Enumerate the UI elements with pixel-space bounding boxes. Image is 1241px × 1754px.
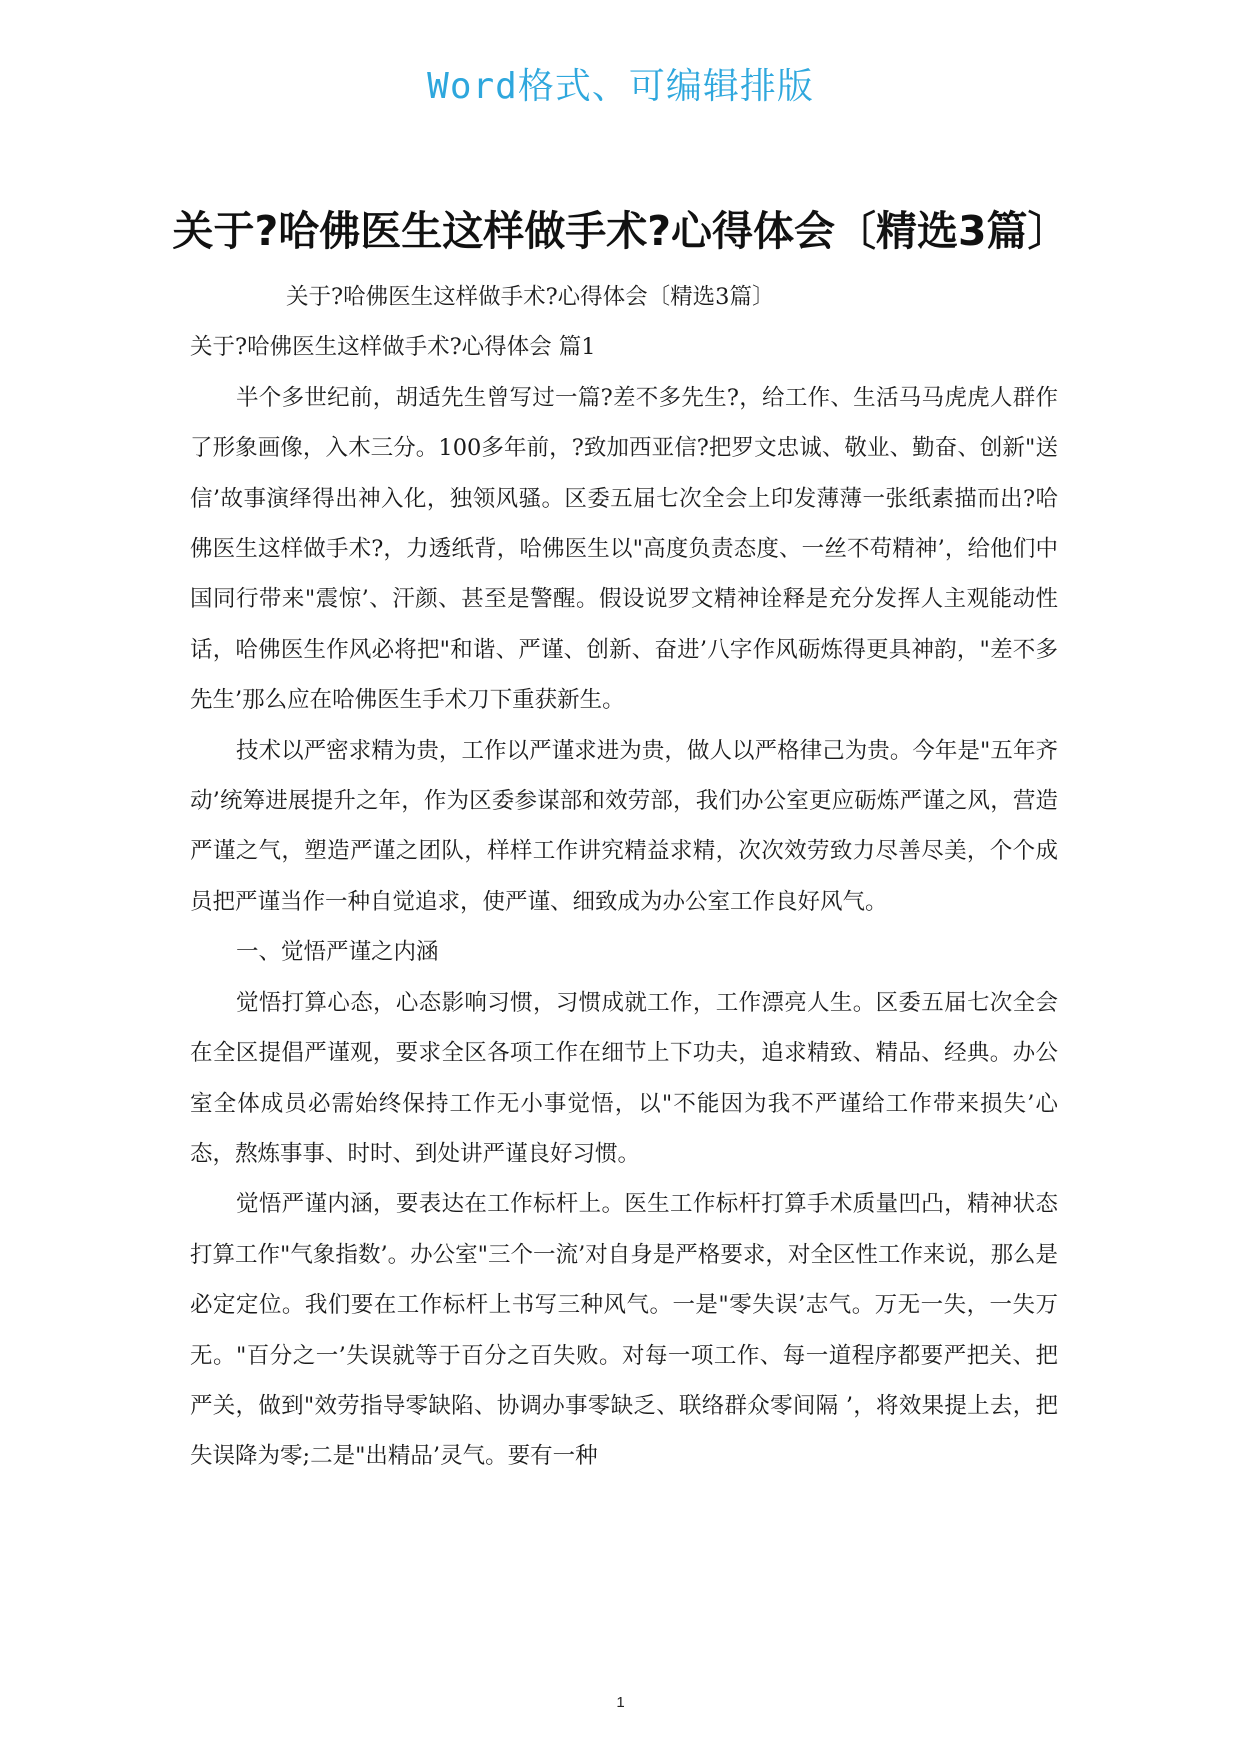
paragraph: 技术以严密求精为贵，工作以严谨求进为贵，做人以严格律己为贵。今年是"五年齐动’统筹进展提升之年，作为区委参谋部和效劳部，我们办公室更应砺炼严谨之风，营造严谨之气，塑造严谨之团队，样样工作讲究精益求精，次次效劳致力尽善尽美，个个成员把严谨当作一种自觉追求，使严谨、细致成为办公室工作良好风气。 — [190, 737, 1058, 915]
page-number: 1 — [616, 1694, 625, 1711]
document-title: 关于?哈佛医生这样做手术?心得体会〔精选3篇〕 — [172, 207, 1069, 255]
paragraph: 觉悟打算心态，心态影响习惯，习惯成就工作，工作漂亮人生。区委五届七次全会在全区提倡严谨观，要求全区各项工作在细节上下功夫，追求精致、精品、经典。办公室全体成员必需始终保持工作无小事觉悟，以"不能因为我不严谨给工作带来损失’心态，熬炼事事、时时、到处讲严谨良好习惯。 — [190, 989, 1058, 1167]
paragraph: 觉悟严谨内涵，要表达在工作标杆上。医生工作标杆打算手术质量凹凸，精神状态打算工作"气象指数’。办公室"三个一流’对自身是严格要求，对全区性工作来说，那么是必定定位。我们要在工作标杆上书写三种风气。一是"零失误’志气。万无一失，一失万无。"百分之一’失误就等于百分之百失败。对每一项工作、每一道程序都要严把关、把严关，做到"效劳指导零缺陷、协调办事零缺乏、联络群众零间隔 ’，将效果提上去，把失误降为零;二是"出精品’灵气。要有一种 — [190, 1191, 1058, 1470]
header-banner: Word格式、可编辑排版 — [427, 66, 814, 107]
section-heading: 关于?哈佛医生这样做手术?心得体会 篇1 — [190, 334, 596, 361]
document-body — [190, 272, 1058, 1482]
subsection-heading: 一、觉悟严谨之内涵 — [236, 939, 439, 966]
paragraph: 半个多世纪前，胡适先生曾写过一篇?差不多先生?，给工作、生活马马虎虎人群作了形象画像，入木三分。100多年前，?致加西亚信?把罗文忠诚、敬业、勤奋、创新"送信’故事演绎得出神入化，独领风骚。区委五届七次全会上印发薄薄一张纸素描而出?哈佛医生这样做手术?，力透纸背，哈佛医生以"高度负责态度、一丝不苟精神’，给他们中国同行带来"震惊’、汗颜、甚至是警醒。假设说罗文精神诠释是充分发挥人主观能动性话，哈佛医生作风必将把"和谐、严谨、创新、奋进’八字作风砺炼得更具神韵，"差不多先生’那么应在哈佛医生手术刀下重获新生。 — [190, 384, 1058, 714]
document-subtitle: 关于?哈佛医生这样做手术?心得体会〔精选3篇〕 — [286, 284, 775, 310]
